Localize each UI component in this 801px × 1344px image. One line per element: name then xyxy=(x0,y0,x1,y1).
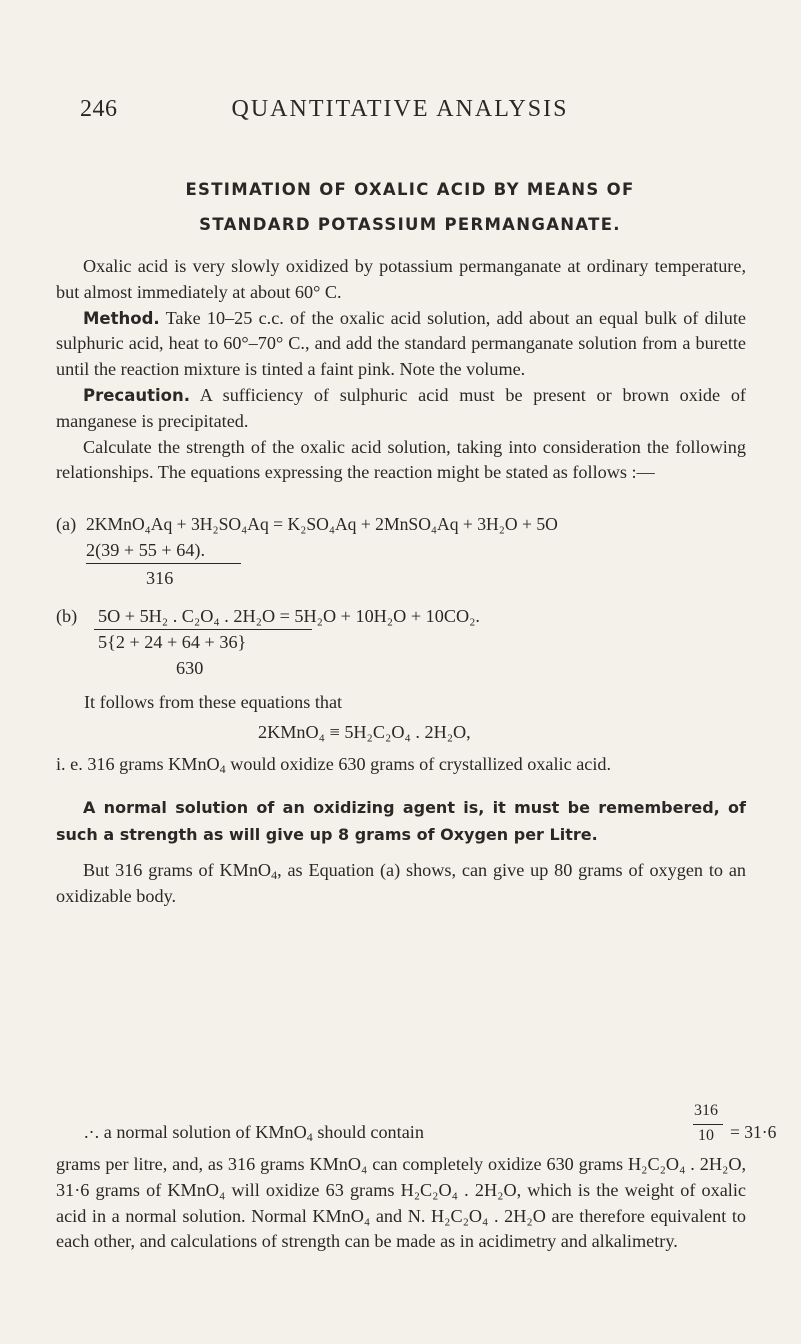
equation-b-label: (b) xyxy=(56,606,78,626)
calculate-paragraph: Calculate the strength of the oxalic acid solution, taking into consideration the following relationships. The equations expressing the reaction might be stated as follows :— xyxy=(56,436,746,483)
fraction-denominator: 10 xyxy=(698,1127,714,1144)
ie-text-a: i. e. 316 grams KMnO xyxy=(56,754,220,774)
method-text: Take 10–25 c.c. of the oxalic acid solution, add about an equal bulk of dilute sulphuric acid, heat to 60°–70° C., and add the standard permanganate solution from a burette until the reaction mixture is tinted a faint pink. Note the volume. xyxy=(56,307,746,380)
equation-a-sum: 2(39 + 55 + 64). xyxy=(86,540,206,560)
it-follows-text: It follows from these equations that xyxy=(84,692,343,712)
section-title-line-1: ESTIMATION OF OXALIC ACID BY MEANS OF xyxy=(185,180,635,199)
equivalence-equation: 2KMnO₄ ≡ 5H₂C₂O₄ . 2H₂O, xyxy=(258,722,471,742)
equation-a-underline xyxy=(86,563,241,564)
but-text-b: , as Equation (a) shows, can give up 80 grams of oxygen to an oxidizable body. xyxy=(56,859,746,906)
normal-solution-paragraph: A normal solution of an oxidizing agent is, it must be remembered, of such a strength as will give up 8 grams of Oxygen per Litre. xyxy=(56,797,746,844)
precaution-label: Precaution. xyxy=(83,385,190,405)
fraction-bar xyxy=(693,1124,723,1125)
therefore-line: .·. a normal solution of KMnO$_4$ should contain xyxy=(84,1122,424,1144)
method-paragraph xyxy=(56,306,746,383)
body-text-lower xyxy=(56,1152,746,1255)
but-text-a: But 316 grams of KMnO xyxy=(83,859,272,880)
equation-a-label: (a) xyxy=(56,514,77,534)
intro-paragraph: Oxalic acid is very slowly oxidized by potassium permanganate at ordinary temperature, but almost immediately at about 60° C. xyxy=(56,256,746,302)
equation-b-sum: 5{2 + 24 + 64 + 36} xyxy=(98,632,247,652)
therefore-text-a: .·. a normal solution of KMnO xyxy=(84,1122,307,1142)
but-paragraph: But 316 grams of KMnO$_4$, as Equation (a) shows, can give up 80 grams of oxygen to an oxidizable body. xyxy=(56,859,746,906)
ie-text-b: would oxidize 630 grams of crystallized oxalic acid. xyxy=(225,754,612,774)
running-head: QUANTITATIVE ANALYSIS xyxy=(231,96,569,122)
fraction-numerator: 316 xyxy=(694,1102,718,1119)
precaution-paragraph xyxy=(56,383,746,435)
therefore-result: = 31·6 xyxy=(730,1122,777,1142)
equation-a: 2KMnO₄Aq + 3H₂SO₄Aq = K₂SO₄Aq + 2MnSO₄Aq + 3H₂O + 5O xyxy=(86,514,558,534)
ie-paragraph: i. e. 316 grams KMnO$_4$ would oxidize 630 grams of crystallized oxalic acid. xyxy=(56,754,612,776)
equation-b: 5O + 5H₂ . C₂O₄ . 2H₂O = 5H₂O + 10H₂O + 10CO₂. xyxy=(98,606,480,626)
equation-b-total: 630 xyxy=(176,658,204,678)
body-text-middle xyxy=(56,752,746,909)
body-text-upper xyxy=(56,254,746,486)
section-title-line-2: STANDARD POTASSIUM PERMANGANATE. xyxy=(199,215,621,234)
therefore-text-b: should contain xyxy=(312,1122,424,1142)
method-label: Method. xyxy=(83,308,160,328)
section-title xyxy=(100,172,720,242)
equation-a-total: 316 xyxy=(146,568,174,588)
grams-per-litre-paragraph: grams per litre, and, as 316 grams KMnO₄ can completely oxidize 630 grams H₂C₂O₄ . 2H₂O, 31·6 grams of KMnO₄ will oxidize 63 grams H₂C₂O₄ . 2H₂O, which is the weight of oxalic acid in a normal solution. Normal KMnO₄ and N. H₂C₂O₄ . 2H₂O are therefore equivalent to each other, and calculations of strength can be made as in acidimetry and alkalimetry. xyxy=(56,1154,746,1252)
page-number: 246 xyxy=(80,96,118,122)
page-header xyxy=(80,96,720,128)
precaution-text: A sufficiency of sulphuric acid must be present or brown oxide of manganese is precipitated. xyxy=(56,384,746,431)
